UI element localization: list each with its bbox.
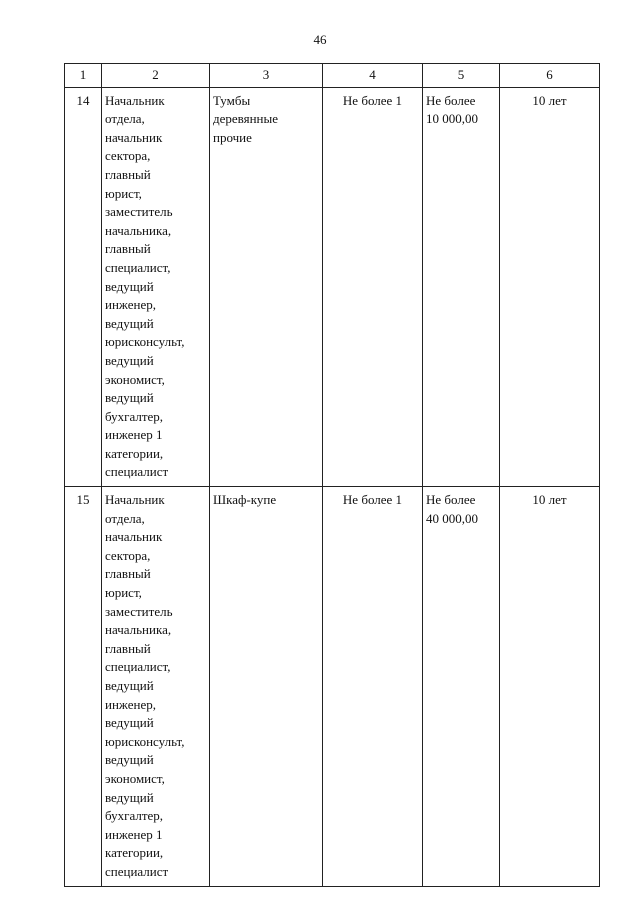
term-cell: 10 лет (500, 487, 600, 886)
row-number: 15 (65, 487, 102, 886)
table-row (65, 87, 600, 486)
price-cell: Не более 40 000,00 (423, 487, 500, 886)
positions-cell: Начальник отдела, начальник сектора, главный юрист, заместитель начальника, главный специалист, ведущий инженер, ведущий юрисконсульт, ведущий экономист, ведущий бухгалтер, инженер 1 категории, специалист (102, 487, 210, 886)
quantity-cell: Не более 1 (323, 87, 423, 486)
item-cell: Шкаф-купе (210, 487, 323, 886)
price-cell: Не более 10 000,00 (423, 87, 500, 486)
header-cell-2: 2 (102, 64, 210, 88)
header-cell-5: 5 (423, 64, 500, 88)
positions-cell: Начальник отдела, начальник сектора, главный юрист, заместитель начальника, главный специалист, ведущий инженер, ведущий юрисконсульт, ведущий экономист, ведущий бухгалтер, инженер 1 категории, специалист (102, 87, 210, 486)
item-cell: Тумбы деревянные прочие (210, 87, 323, 486)
header-cell-1: 1 (65, 64, 102, 88)
row-number: 14 (65, 87, 102, 486)
norms-table (64, 63, 600, 887)
table-row (65, 487, 600, 886)
page-number: 46 (313, 32, 327, 47)
header-cell-3: 3 (210, 64, 323, 88)
header-cell-4: 4 (323, 64, 423, 88)
term-cell: 10 лет (500, 87, 600, 486)
table-header-row (65, 64, 600, 88)
header-cell-6: 6 (500, 64, 600, 88)
quantity-cell: Не более 1 (323, 487, 423, 886)
